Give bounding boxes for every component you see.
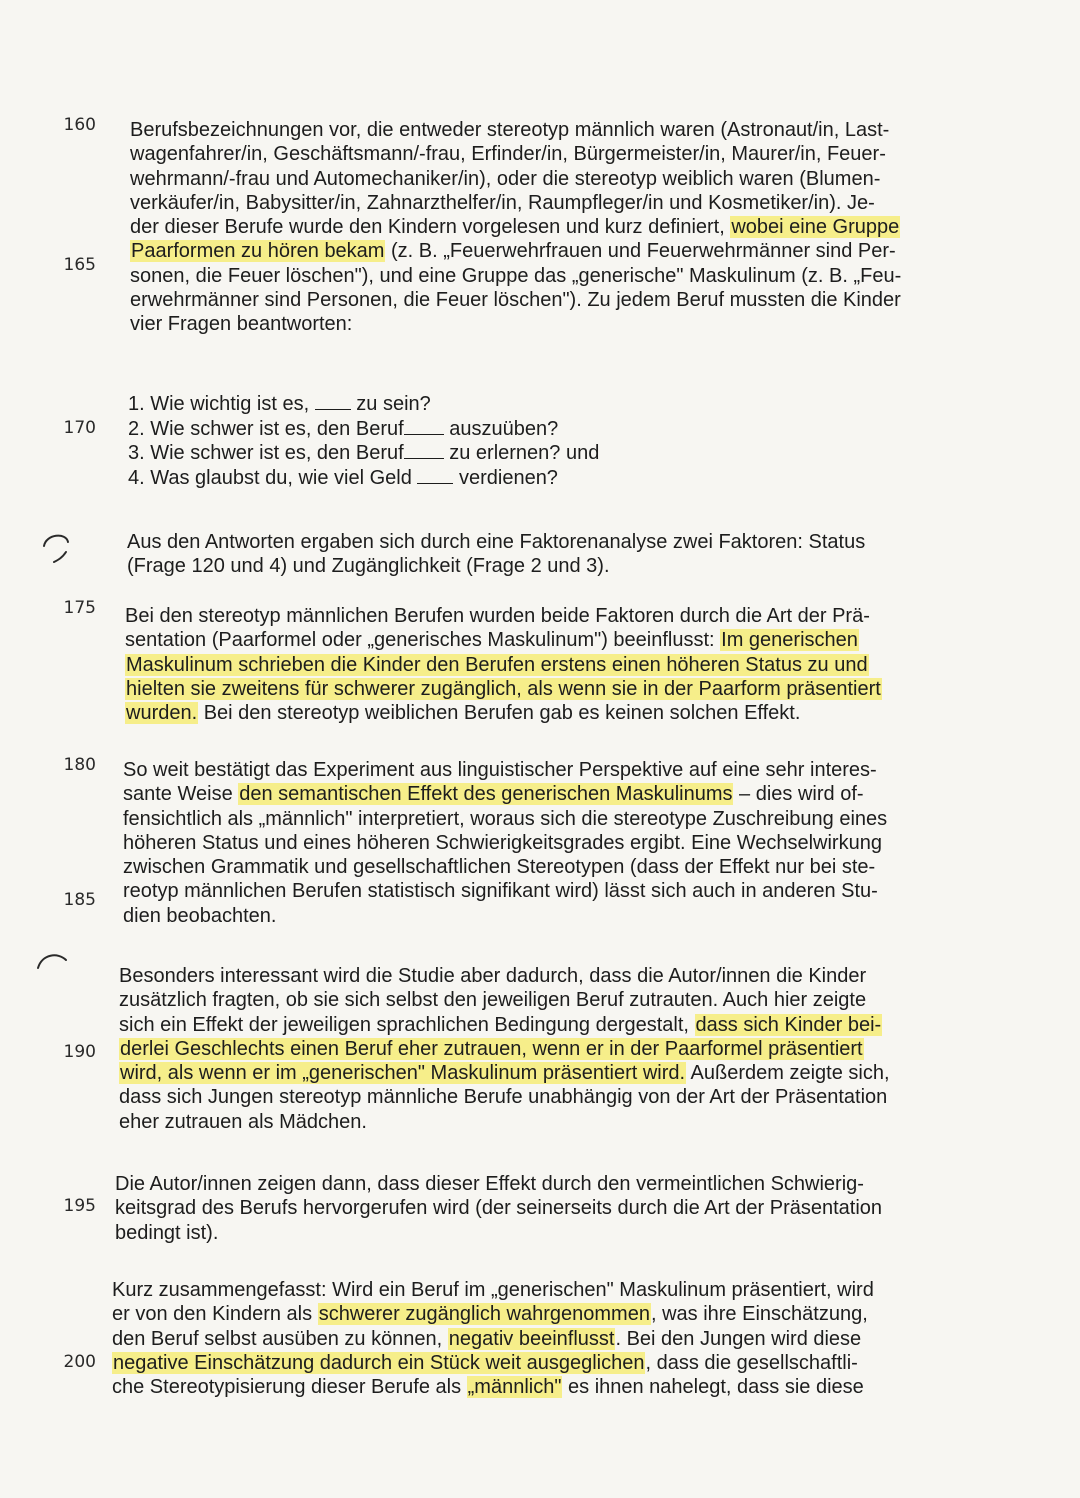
paragraph [119,964,954,1134]
paragraph [127,530,962,579]
text-line [125,677,960,701]
text-line [130,239,965,263]
text-line: er von den Kindern als schwerer zugänglich wahrgenommen, was ihre Einschätzung, [112,1303,868,1326]
text-line: che Stereotypisierung dieser Berufe als „männlich" es ihnen nahelegt, dass sie diese [112,1376,864,1399]
text-line: sonen, die Feuer löschen"), und eine Gruppe das „generische" Maskulinum (z. B. „Feu- [130,264,902,287]
highlight: wurden. [126,702,198,725]
highlight: negative Einschätzung dadurch ein Stück weit ausgeglichen [113,1351,645,1374]
text-line: dien beobachten. [123,904,277,927]
blank-line [315,393,351,410]
highlight: den semantischen Effekt des generischen Maskulinums [239,783,733,806]
line-number: 200 [63,1352,96,1372]
line-number: 180 [63,755,96,775]
text-line [125,653,960,677]
text-line: keitsgrad des Berufs hervorgerufen wird (der seinerseits durch die Art der Präsentation [115,1197,883,1220]
highlight: hielten sie zweitens für schwerer zugänglich, als wenn sie in der Paarform präsentiert [126,677,881,700]
text-line: Bei den stereotyp männlichen Berufen wurden beide Faktoren durch die Art der Prä- [125,605,870,627]
text-line: Berufsbezeichnungen vor, die entweder stereotyp männlich waren (Astronaut/in, Last- [130,119,890,141]
paragraph [123,758,958,928]
highlight: Paarformen zu hören bekam [131,240,385,263]
line-number: 185 [63,890,96,910]
text-line: Besonders interessant wird die Studie aber dadurch, dass die Autor/innen die Kinder [119,965,867,987]
pen-mark-icon [38,528,78,578]
line-number: 175 [63,598,96,618]
blank-line [417,467,453,484]
text-line: Aus den Antworten ergaben sich durch eine Faktorenanalyse zwei Faktoren: Status [127,531,866,553]
highlight: Im generischen [721,629,858,652]
highlight: schwerer zugänglich wahrgenommen [318,1303,650,1326]
text-line: dass sich Jungen stereotyp männliche Berufe unabhängig von der Art der Präsentation [119,1086,888,1109]
line-number: 170 [63,418,96,438]
paragraph [130,118,965,337]
text-line: negative Einschätzung dadurch ein Stück weit ausgeglichen, dass die gesellschaftli- [113,1351,858,1374]
text-line: erwehrmänner sind Personen, die Feuer löschen"). Zu jedem Beruf mussten die Kinder [130,289,901,312]
text-line: den Beruf selbst ausüben zu können, negativ beeinflusst. Bei den Jungen wird diese [112,1327,862,1350]
text-line: eher zutrauen als Mädchen. [119,1110,367,1133]
pen-mark-icon [34,948,74,978]
text-line: (Frage 120 und 4) und Zugänglichkeit (Frage 2 und 3). [127,555,610,578]
text-line: zusätzlich fragten, ob sie sich selbst den jeweiligen Beruf zutrauten. Auch hier zeigte [119,989,867,1012]
highlight: negativ beeinflusst [448,1327,615,1350]
text-line: bedingt ist). [115,1221,219,1244]
text-line: Die Autor/innen zeigen dann, dass dieser Effekt durch den vermeintlichen Schwierig- [115,1173,864,1195]
question-item: 2. Wie schwer ist es, den Beruf auszuüben? [128,417,559,440]
text-line: fensichtlich als „männlich" interpretiert, woraus sich die stereotype Zuschreibung eines [123,807,888,830]
text-line: Kurz zusammengefasst: Wird ein Beruf im „generischen" Maskulinum präsentiert, wird [112,1279,874,1301]
text-line: reotyp männlichen Berufen statistisch signifikant wird) lässt sich auch in anderen Stu- [123,880,878,903]
text-line: höheren Status und eines höheren Schwierigkeitsgrades ergibt. Eine Wechselwirkung [123,831,882,854]
question-item: 1. Wie wichtig ist es, zu sein? [128,393,431,415]
text-run: der dieser Berufe wurde den Kindern vorgelesen und kurz definiert, [130,216,731,239]
line-number: 160 [63,115,96,135]
text-line: wird, als wenn er im „generischen" Maskulinum präsentiert wird. Außerdem zeigte sich, [120,1062,890,1085]
text-line: sentation (Paarformel oder „generisches Maskulinum") beeinflusst: Im generischen [125,629,858,652]
paragraph [115,1172,950,1245]
highlight: dass sich Kinder bei- [695,1013,882,1036]
blank-line [404,442,444,459]
text-line: verkäufer/in, Babysitter/in, Zahnarzthelfer/in, Raumpfleger/in und Kosmetiker/in). Je- [130,191,875,214]
highlight: derlei Geschlechts einen Beruf eher zutrauen, wenn er in der Paarformel präsentiert [120,1037,863,1060]
highlight: Maskulinum schrieben die Kinder den Berufen erstens einen höheren Status zu und [126,653,868,676]
text-line [130,215,965,239]
line-number: 195 [63,1196,96,1216]
highlight: wird, als wenn er im „generischen" Maskulinum präsentiert wird. [120,1062,686,1085]
text-line [119,1037,954,1061]
text-line: vier Fragen beantworten: [130,313,353,336]
text-line: wehrmann/-frau und Automechaniker/in), oder die stereotyp weiblich waren (Blumen- [130,167,881,190]
paragraph [125,604,960,725]
paragraph [112,1278,947,1399]
highlight: wobei eine Gruppe [731,216,900,239]
text-line: wurden. Bei den stereotyp weiblichen Berufen gab es keinen solchen Effekt. [126,702,801,725]
question-list [128,392,828,490]
text-run: (z. B. „Feuerwehrfrauen und Feuerwehrmänner sind Per- [385,240,896,263]
question-item: 3. Wie schwer ist es, den Beruf zu erlernen? und [128,442,600,464]
text-line: wagenfahrer/in, Geschäftsmann/-frau, Erfinder/in, Bürgermeister/in, Maurer/in, Feuer- [130,143,886,166]
blank-line [404,418,444,435]
text-line: sich ein Effekt der jeweiligen sprachlichen Bedingung dergestalt, dass sich Kinder bei- [119,1013,882,1036]
highlight: „männlich" [467,1376,562,1399]
line-number: 165 [63,255,96,275]
text-line: zwischen Grammatik und gesellschaftlichen Stereotypen (dass der Effekt nur bei ste- [123,856,876,879]
line-number: 190 [63,1042,96,1062]
text-line: sante Weise den semantischen Effekt des generischen Maskulinums – dies wird of- [123,783,864,806]
question-item: 4. Was glaubst du, wie viel Geld verdienen? [128,466,558,489]
text-line: So weit bestätigt das Experiment aus linguistischer Perspektive auf eine sehr interes- [123,759,877,781]
